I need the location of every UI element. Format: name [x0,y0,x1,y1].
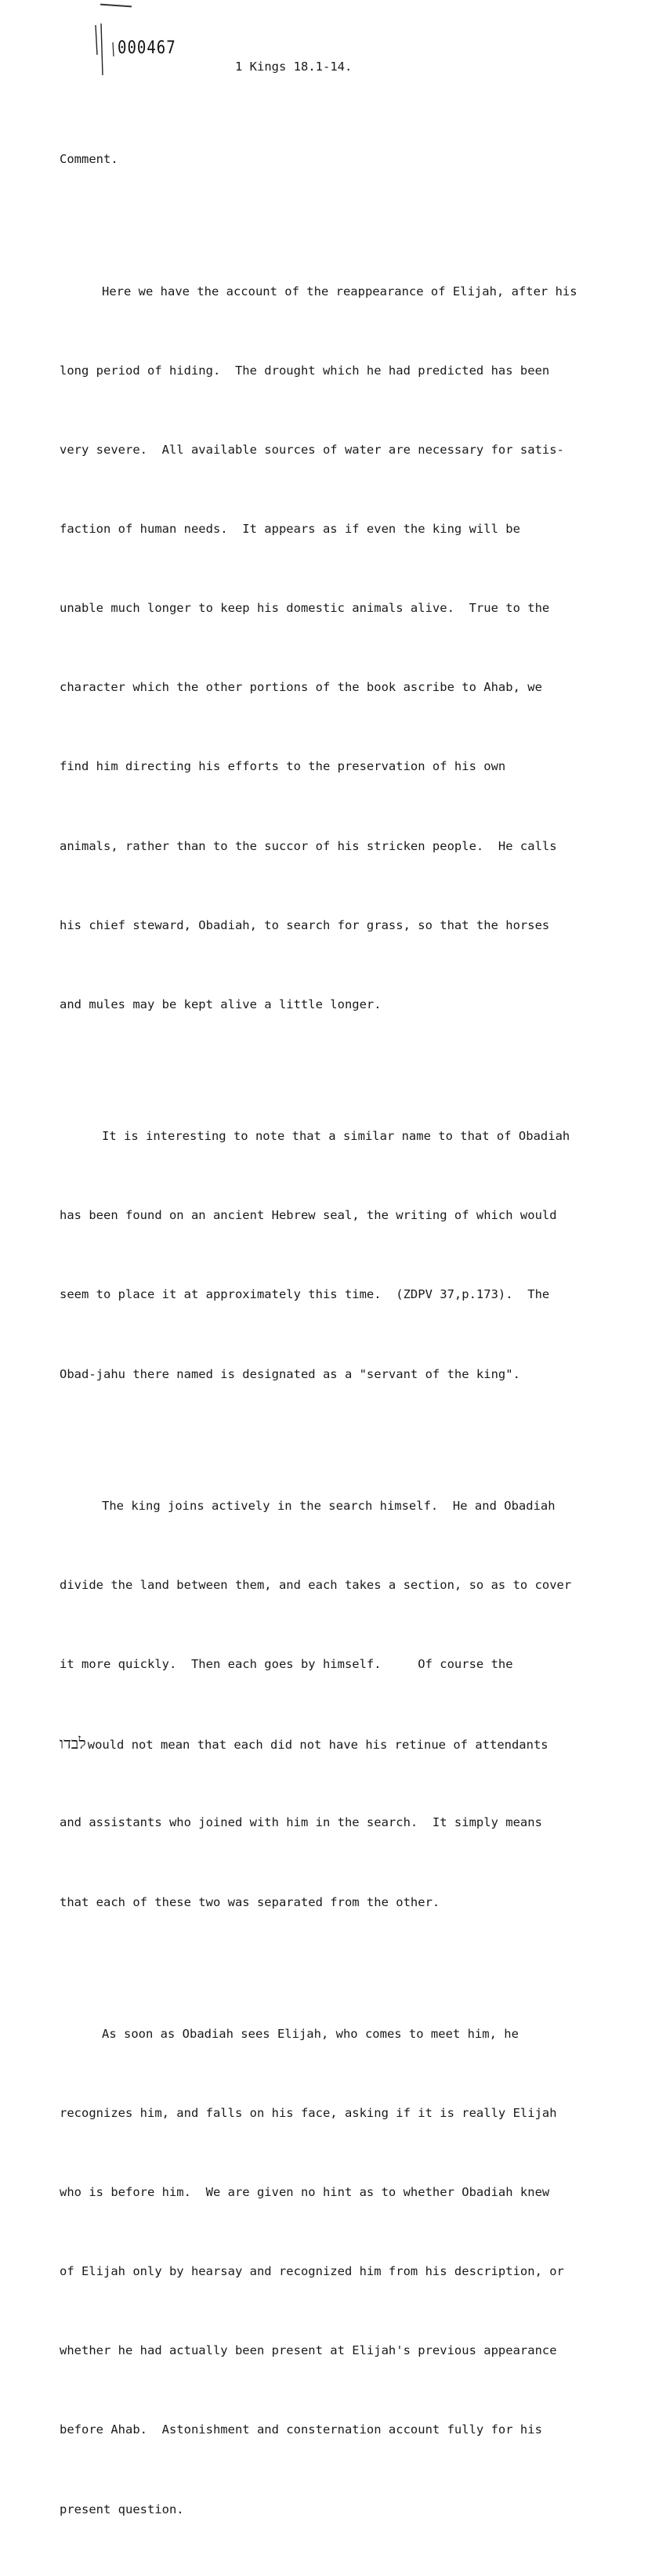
paragraph-line: animals, rather than to the succor of his stricken people. He calls [60,838,557,853]
paragraph-line: before Ahab. Astonishment and consternation account fully for his [60,2422,542,2437]
paragraph-line: of Elijah only by hearsay and recognized him from his description, or [60,2264,564,2279]
paragraph-line: and mules may be kept alive a little longer. [60,997,382,1011]
paragraph-line-with-hebrew [60,1731,624,1757]
top-pen-mark [100,4,132,8]
paragraph-line: faction of human needs. It appears as if even the king will be [60,522,520,537]
section-heading: Comment. [60,152,118,167]
paragraph-line: recognizes him, and falls on his face, asking if it is really Elijah [60,2106,557,2121]
margin-pen-strokes [92,24,116,78]
paragraph-line: whether he had actually been present at Elijah's previous appearance [60,2343,557,2358]
paragraph-line: seem to place it at approximately this time. (ZDPV 37,p.173). The [60,1287,550,1302]
paragraph-line: present question. [60,2502,184,2516]
paragraph-line: very severe. All available sources of water are necessary for satis- [60,443,564,458]
paragraph-line: divide the land between them, and each takes a section, so as to cover [60,1578,572,1593]
paragraph-line: Obad-jahu there named is designated as a "servant of the king". [60,1366,520,1381]
paragraph-line: that each of these two was separated from the other. [60,1894,440,1909]
paragraph-line: unable much longer to keep his domestic animals alive. True to the [60,601,550,616]
paragraph-line: The king joins actively in the search himself. He and Obadiah [102,1499,556,1514]
paragraph-line: it more quickly. Then each goes by himself. Of course the [60,1657,513,1672]
paragraph-line: Here we have the account of the reappearance of Elijah, after his [102,284,577,298]
paragraph-line: character which the other portions of the book ascribe to Ahab, we [60,680,542,695]
paragraph-line: his chief steward, Obadiah, to search for grass, so that the horses [60,917,550,932]
paragraph-line: long period of hiding. The drought which he had predicted has been [60,364,550,378]
paragraph-line: It is interesting to note that a similar name to that of Obadiah [102,1129,570,1144]
archive-number-stamp: 000467 [118,38,176,58]
paragraph-line-text: would not mean that each did not have his retinue of attendants [87,1738,548,1753]
paragraph-line: find him directing his efforts to the preservation of his own [60,759,506,774]
handwritten-hebrew-word: לבדו [60,1734,86,1753]
paragraph-line: has been found on an ancient Hebrew seal, the writing of which would [60,1208,557,1223]
paragraph-line: As soon as Obadiah sees Elijah, who comes to meet him, he [102,2027,519,2041]
document-body [60,94,624,2576]
paragraph-line: who is before him. We are given no hint as to whether Obadiah knew [60,2185,550,2200]
paragraph-line: and assistants who joined with him in the search. It simply means [60,1815,542,1830]
page-title: 1 Kings 18.1-14. [235,60,353,74]
